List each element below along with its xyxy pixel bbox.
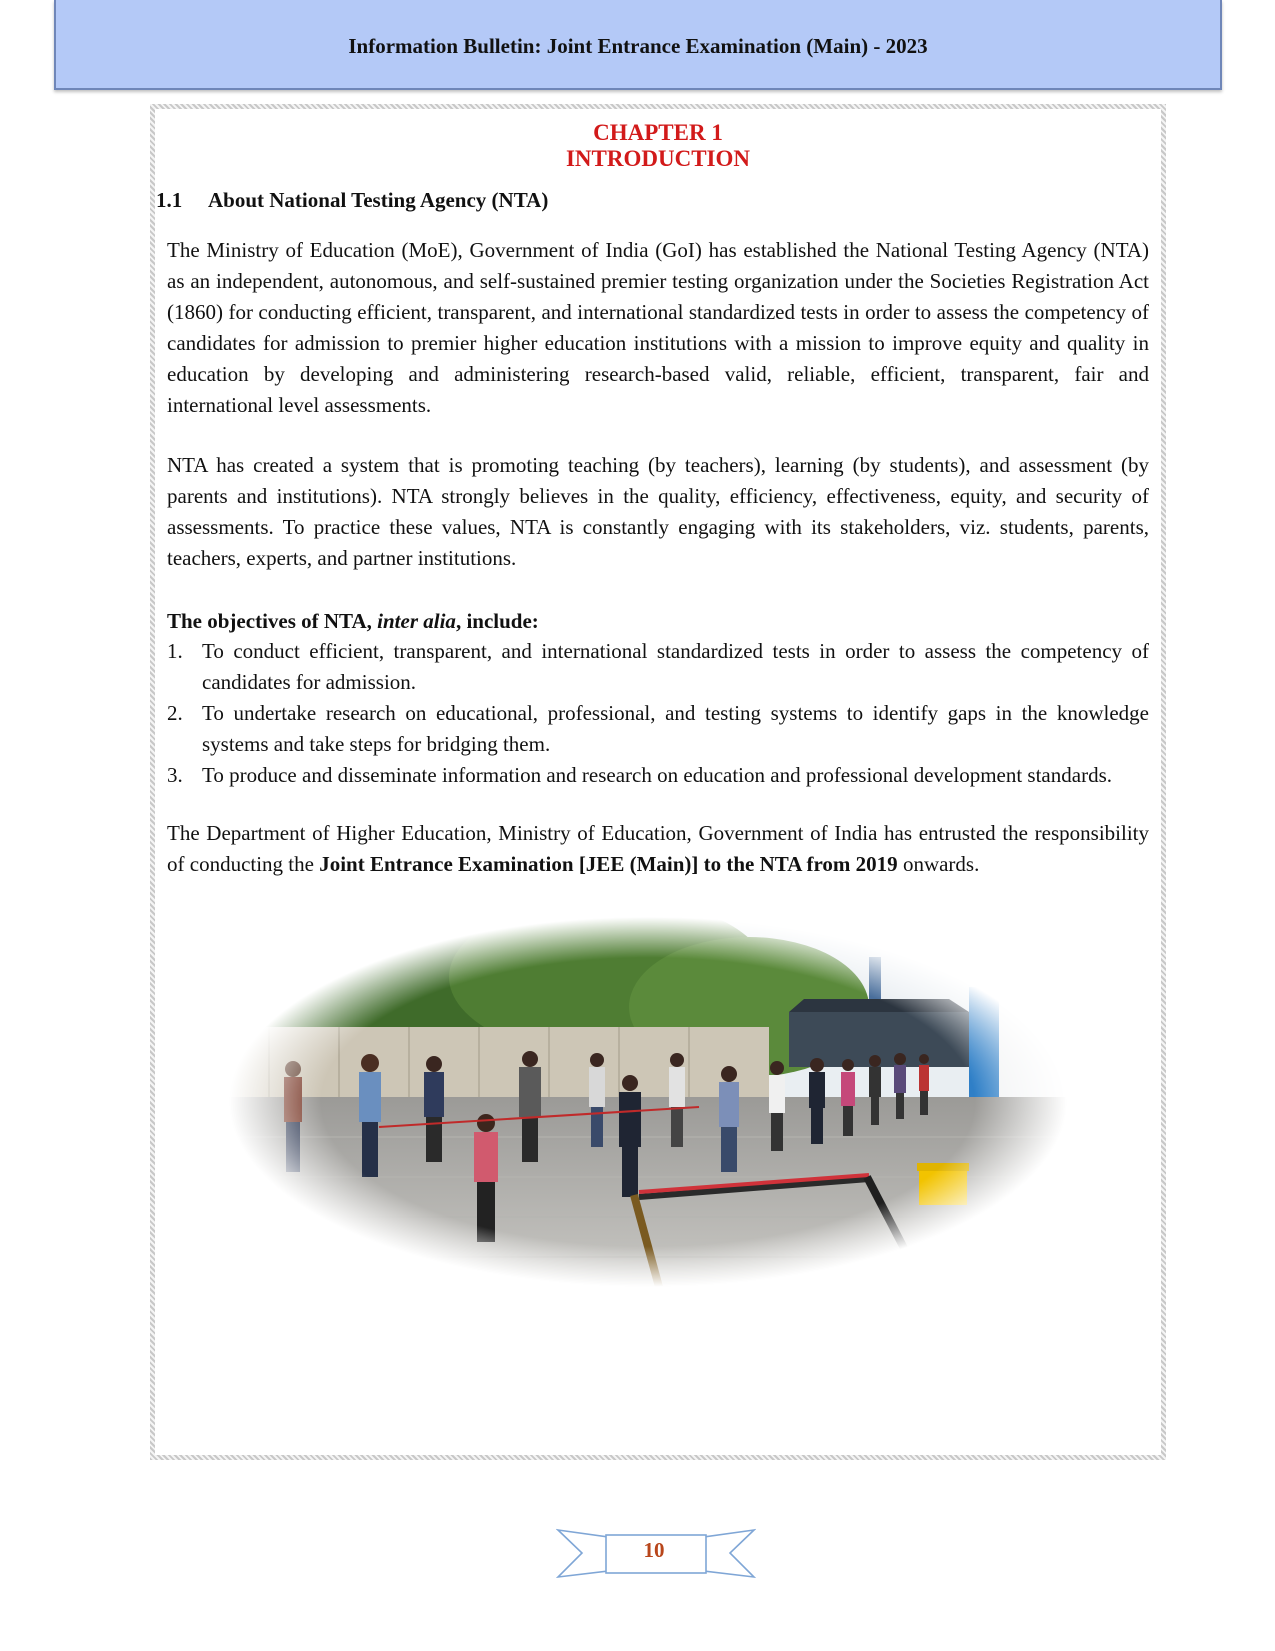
chapter-number: CHAPTER 1: [593, 120, 723, 145]
header-title: Information Bulletin: Joint Entrance Examination (Main) - 2023: [348, 33, 928, 58]
closing-text-bold: Joint Entrance Examination [JEE (Main)] to the NTA from 2019: [319, 852, 898, 876]
list-item: [167, 636, 1149, 698]
objectives-list: [167, 636, 1149, 791]
objectives-heading-italic: inter alia: [377, 609, 456, 633]
objectives-heading-suffix: , include:: [455, 609, 539, 633]
closing-text-start: The Department of Higher Education, Ministry of Education, Government of India has entrusted the responsibility of conducting the: [167, 821, 1149, 876]
objectives-heading: [167, 606, 539, 637]
list-item-text: To undertake research on educational, professional, and testing systems to identify gaps in the knowledge systems and take steps for bridging them.: [202, 701, 1149, 756]
students-queue-photo: [229, 917, 1067, 1287]
bulletin-header: [54, 0, 1222, 90]
list-item-number: 3.: [167, 763, 183, 787]
list-item-number: 2.: [167, 701, 183, 725]
section-title: About National Testing Agency (NTA): [208, 188, 549, 212]
list-item: [167, 760, 1149, 791]
section-number: 1.1: [156, 188, 183, 212]
content-frame: [150, 104, 1166, 1460]
list-item-number: 1.: [167, 639, 183, 663]
paragraph-moe: The Ministry of Education (MoE), Government of India (GoI) has established the National Testing Agency (NTA) as an independent, autonomous, and self-sustained premier testing organization under the Societies Registration Act (1860) for conducting efficient, transparent, and international standardized tests in order to assess the competency of candidates for admission to premier higher education institutions with a mission to improve equity and quality in education by developing and administering research-based valid, reliable, efficient, transparent, fair and international level assessments.: [167, 238, 1149, 417]
list-item-text: To produce and disseminate information and research on education and professional development standards.: [202, 763, 1112, 787]
objectives-heading-prefix: The objectives of NTA,: [167, 609, 378, 633]
paragraph-closing: [167, 818, 1149, 880]
closing-text-end: onwards.: [897, 852, 980, 876]
page-number: 10: [643, 1538, 665, 1562]
paragraph-nta-system: NTA has created a system that is promoting teaching (by teachers), learning (by students), and assessment (by parents and institutions). NTA strongly believes in the quality, efficiency, effectiveness, equity, and security of assessments. To practice these values, NTA is constantly engaging with its stakeholders, viz. students, parents, teachers, experts, and partner institutions.: [167, 453, 1149, 570]
section-heading: [156, 188, 548, 213]
list-item-text: To conduct efficient, transparent, and international standardized tests in order to assess the competency of candidates for admission.: [202, 639, 1149, 694]
list-item: [167, 698, 1149, 760]
chapter-title: INTRODUCTION: [565, 146, 751, 171]
